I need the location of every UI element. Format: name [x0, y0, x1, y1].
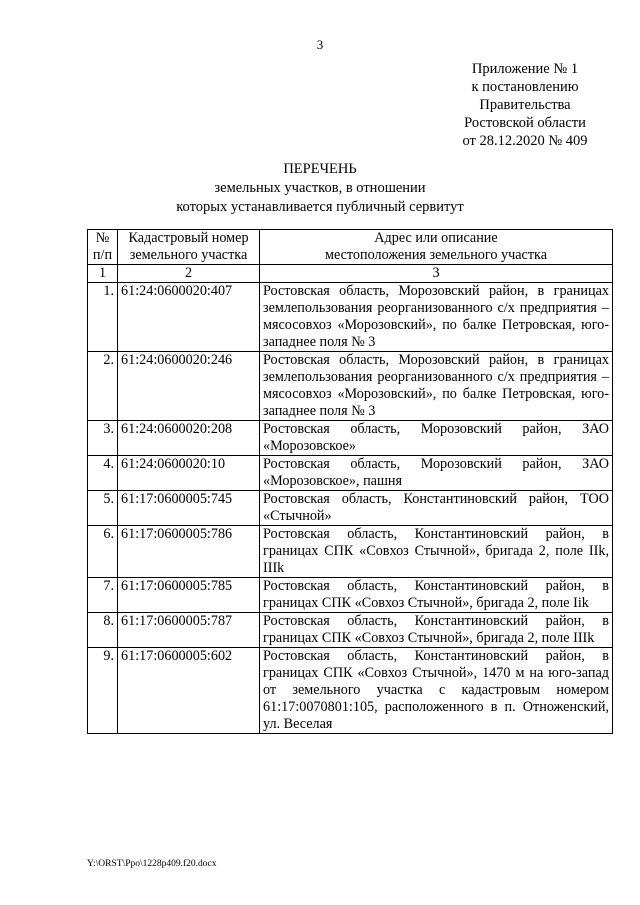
header-text: п/п [92, 247, 113, 263]
header-address [260, 230, 613, 265]
appendix-line: Ростовской области [464, 115, 586, 131]
title-line: земельных участков, в отношении [214, 180, 426, 196]
column-number: 3 [260, 265, 613, 283]
document-title [0, 160, 640, 217]
address-cell: Ростовская область, Морозовский район, ЗАО «Морозовское» [260, 421, 613, 456]
cadastral-number-cell: 61:17:0600005:745 [118, 491, 260, 526]
header-text: местоположения земельного участка [324, 247, 548, 263]
column-number: 2 [118, 265, 260, 283]
table-row [88, 456, 613, 491]
table-row [88, 578, 613, 613]
appendix-line: Приложение № 1 [471, 61, 579, 77]
table-row [88, 283, 613, 352]
address-cell: Ростовская область, Константиновский район, в границах СПК «Совхоз Стычной», бригада 2, поле Iik [260, 578, 613, 613]
row-number-cell: 8. [88, 613, 118, 648]
column-number-row [88, 265, 613, 283]
cadastral-number-cell: 61:24:0600020:208 [118, 421, 260, 456]
table-row [88, 613, 613, 648]
column-number: 1 [88, 265, 118, 283]
header-cadastral [118, 230, 260, 265]
row-number-cell: 4. [88, 456, 118, 491]
address-cell: Ростовская область, Морозовский район, ЗАО «Морозовское», пашня [260, 456, 613, 491]
row-number-cell: 1. [88, 283, 118, 352]
appendix-line: к постановлению [471, 79, 579, 95]
title-heading: ПЕРЕЧЕНЬ [283, 161, 357, 177]
table-row [88, 648, 613, 734]
header-number [88, 230, 118, 265]
cadastral-number-cell: 61:17:0600005:787 [118, 613, 260, 648]
file-path-footer: Y:\ORST\Ppo\1228p409.f20.docx [87, 859, 217, 869]
table-row [88, 421, 613, 456]
land-plots-table [87, 229, 613, 734]
title-line: которых устанавливается публичный сервитут [176, 199, 464, 215]
cadastral-number-cell: 61:17:0600005:602 [118, 648, 260, 734]
row-number-cell: 9. [88, 648, 118, 734]
row-number-cell: 2. [88, 352, 118, 421]
cadastral-number-cell: 61:17:0600005:786 [118, 526, 260, 578]
table-header-row [88, 230, 613, 265]
cadastral-number-cell: 61:17:0600005:785 [118, 578, 260, 613]
row-number-cell: 7. [88, 578, 118, 613]
cadastral-number-cell: 61:24:0600020:10 [118, 456, 260, 491]
cadastral-number-cell: 61:24:0600020:246 [118, 352, 260, 421]
row-number-cell: 3. [88, 421, 118, 456]
header-text: Адрес или описание [374, 230, 498, 246]
table-row [88, 526, 613, 578]
address-cell: Ростовская область, Константиновский район, в границах СПК «Совхоз Стычной», бригада 2, поле IIIk [260, 613, 613, 648]
table-row [88, 491, 613, 526]
appendix-line: от 28.12.2020 № 409 [462, 133, 588, 149]
page-number: 3 [316, 37, 324, 52]
header-text: Кадастровый номер [128, 230, 249, 246]
address-cell: Ростовская область, Морозовский район, в границах землепользования реорганизованного с/х предприятия – мясосовхоз «Морозовский», по балке Петровская, юго-западнее поля № 3 [260, 352, 613, 421]
row-number-cell: 5. [88, 491, 118, 526]
address-cell: Ростовская область, Морозовский район, в границах землепользования реорганизованного с/х предприятия – мясосовхоз «Морозовский», по балке Петровская, юго-западнее поля № 3 [260, 283, 613, 352]
address-cell: Ростовская область, Константиновский район, ТОО «Стычной» [260, 491, 613, 526]
cadastral-number-cell: 61:24:0600020:407 [118, 283, 260, 352]
header-text: земельного участка [129, 247, 248, 263]
table-row [88, 352, 613, 421]
header-text: № [95, 230, 110, 246]
address-cell: Ростовская область, Константиновский район, в границах СПК «Совхоз Стычной», бригада 2, поле IIk, IIIk [260, 526, 613, 578]
appendix-line: Правительства [479, 97, 571, 113]
address-cell: Ростовская область, Константиновский район, в границах СПК «Совхоз Стычной», 1470 м на юго-запад от земельного участка с кадастровым номером 61:17:0070801:105, расположенного в п. Отноженский, ул. Веселая [260, 648, 613, 734]
appendix-block [440, 60, 610, 150]
row-number-cell: 6. [88, 526, 118, 578]
